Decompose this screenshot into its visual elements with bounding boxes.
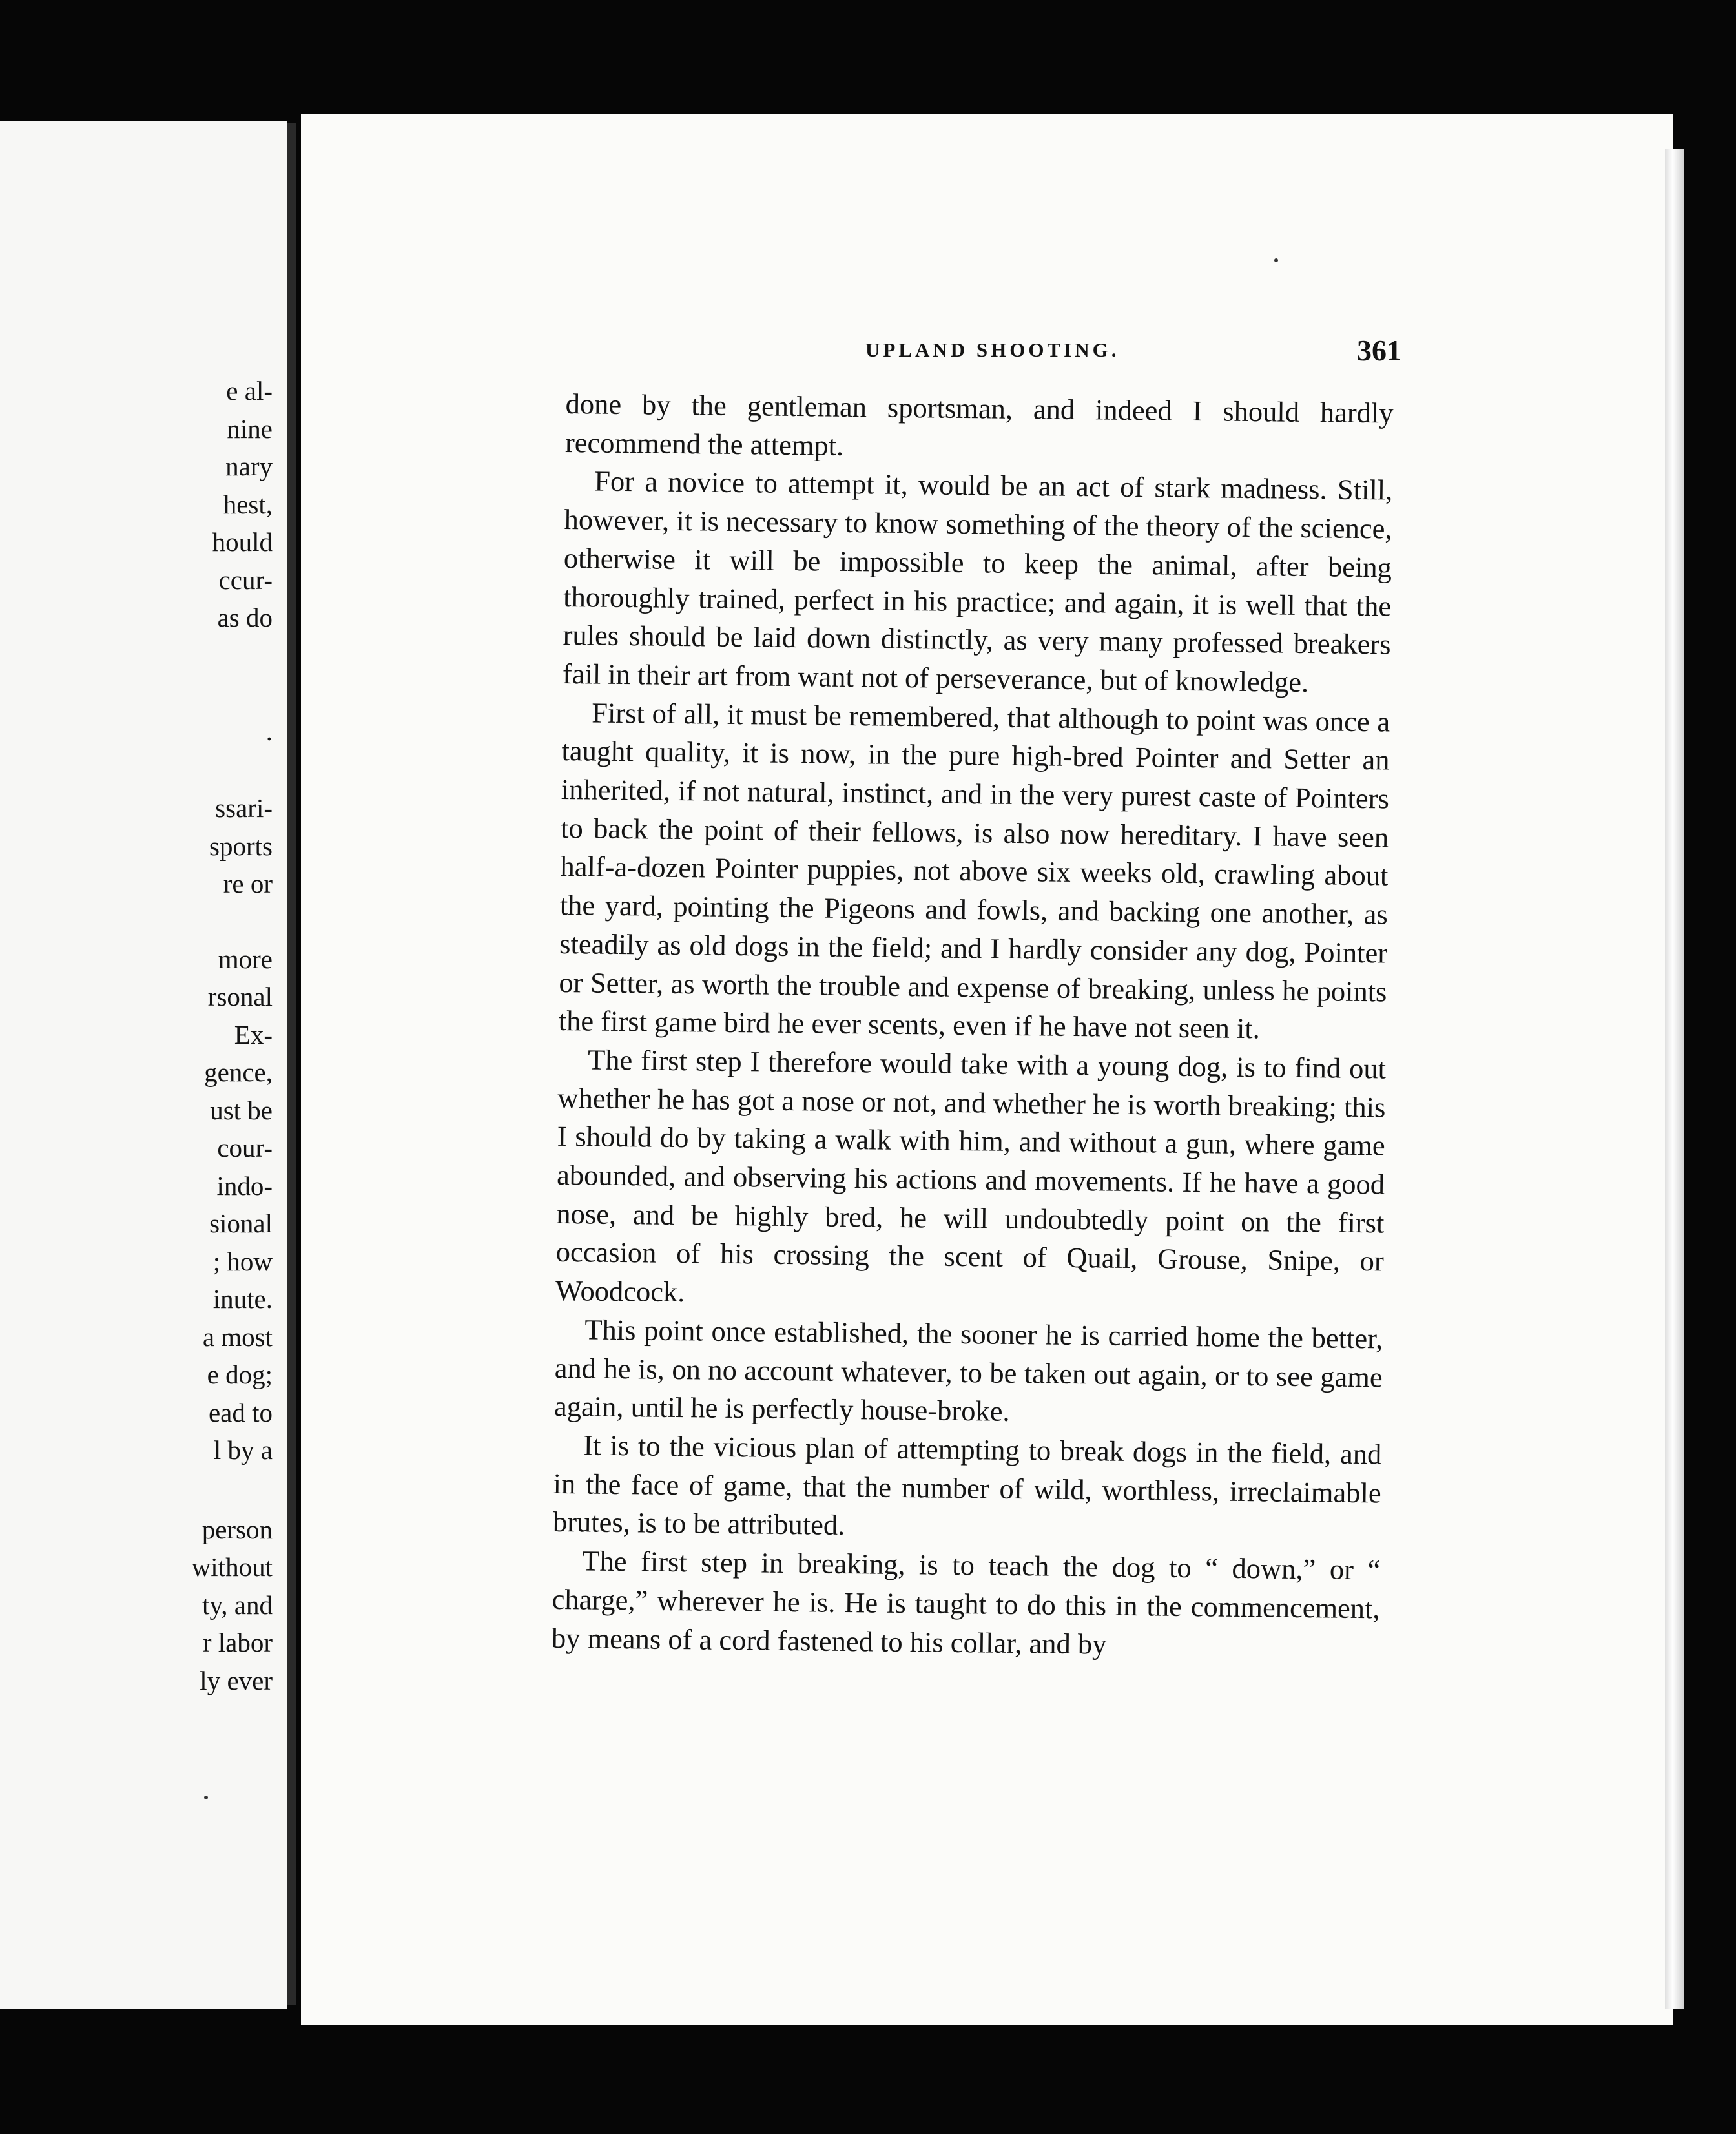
left-page-text-fragments xyxy=(1,372,273,1699)
left-fragment: without xyxy=(191,1552,273,1582)
left-fragment: ly ever xyxy=(200,1665,273,1695)
left-fragment: . xyxy=(265,716,273,746)
left-page xyxy=(0,121,287,2009)
left-fragment: hest, xyxy=(223,489,273,519)
left-fragment: rsonal xyxy=(207,982,273,1011)
paragraph: It is to the vicious plan of attempting to break dogs in the field, and in the face of game, that the number of wild, worthless, irreclaimable brutes, is to be attributed. xyxy=(552,1429,1382,1542)
left-fragment: ty, and xyxy=(202,1590,273,1620)
page-edge xyxy=(1665,149,1684,2009)
left-fragment: ead to xyxy=(208,1397,273,1427)
left-fragment: gence, xyxy=(204,1057,273,1087)
left-fragment: a most xyxy=(202,1321,273,1352)
paragraph: done by the gentleman sportsman, and indeed I should hardly recommend the attempt. xyxy=(564,387,1394,462)
running-head: UPLAND SHOOTING. xyxy=(865,338,1120,361)
left-fragment: as do xyxy=(217,603,273,632)
body-text xyxy=(552,385,1394,1667)
left-fragment: ccur- xyxy=(218,565,273,595)
left-fragment: ssari- xyxy=(215,793,273,823)
page-header xyxy=(865,333,1401,375)
book-gutter xyxy=(287,123,296,2005)
paragraph: First of all, it must be remembered, that although to point was once a taught quality, it is now, in the pure high-bred Pointer and Setter an inherited, if not natural, instinct, and in the very purest caste of Pointers to back the point of their fellows, is also now hereditary. I have seen half-a-dozen Pointer puppies, not above six weeks old, crawling about the yard, pointing the Pigeons and fowls, and backing one another, as steadily as old dogs in the field; and I hardly consider any dog, Pointer or Setter, as worth the trouble and expense of breaking, unless he points the first game bird he ever scents, even if he have not seen it. xyxy=(558,696,1390,1045)
left-fragment: ust be xyxy=(210,1095,273,1125)
speck xyxy=(204,1796,208,1799)
left-fragment: cour- xyxy=(217,1133,273,1163)
left-fragment: r labor xyxy=(202,1628,273,1657)
left-fragment: e al- xyxy=(226,376,273,406)
left-fragment: sional xyxy=(209,1208,273,1238)
left-fragment: inute. xyxy=(212,1284,273,1314)
left-fragment: hould xyxy=(212,527,273,557)
left-fragment: sports xyxy=(209,831,273,861)
left-fragment: person xyxy=(202,1514,273,1544)
paragraph: The first step in breaking, is to teach the dog to “ down,” or “ charge,” wherever he is. He is taught to do this in the commencement, by means of a cord fastened to his collar, and by xyxy=(551,1544,1381,1661)
left-fragment: nine xyxy=(227,413,273,444)
paragraph: For a novice to attempt it, would be an act of stark madness. Still, however, it is necessary to know something of the theory of the science, otherwise it will be impossible to keep the animal, after being thoroughly trained, perfect in his practice; and again, it is well that the rules should be laid down distinctly, as very many professed breakers fail in their art from want not of perseverance, but of knowledge. xyxy=(562,464,1393,698)
paragraph: The first step I therefore would take with a young dog, is to find out whether he has got a nose or not, and whether he is worth breaking; this I should do by taking a walk with him, and without a gun, where game abounded, and observing his actions and movements. If he have a good nose, and be highly bred, he will undoubtedly point on the first occasion of his crossing the scent of Quail, Grouse, Snipe, or Woodcock. xyxy=(555,1043,1387,1309)
left-fragment: more xyxy=(218,944,273,974)
left-fragment: re or xyxy=(223,869,273,898)
left-fragment: indo- xyxy=(216,1170,273,1201)
paragraph: This point once established, the sooner he is carried home the better, and he is, on no account whatever, to be taken out again, or to see game again, until he is perfectly house-broke. xyxy=(553,1313,1383,1428)
speck xyxy=(1274,258,1278,262)
left-fragment: e dog; xyxy=(207,1360,273,1389)
left-fragment: l by a xyxy=(213,1435,273,1465)
left-fragment: nary xyxy=(225,451,273,481)
left-fragment: ; how xyxy=(212,1246,273,1276)
page-number: 361 xyxy=(1357,334,1401,367)
left-fragment: Ex- xyxy=(234,1019,273,1050)
